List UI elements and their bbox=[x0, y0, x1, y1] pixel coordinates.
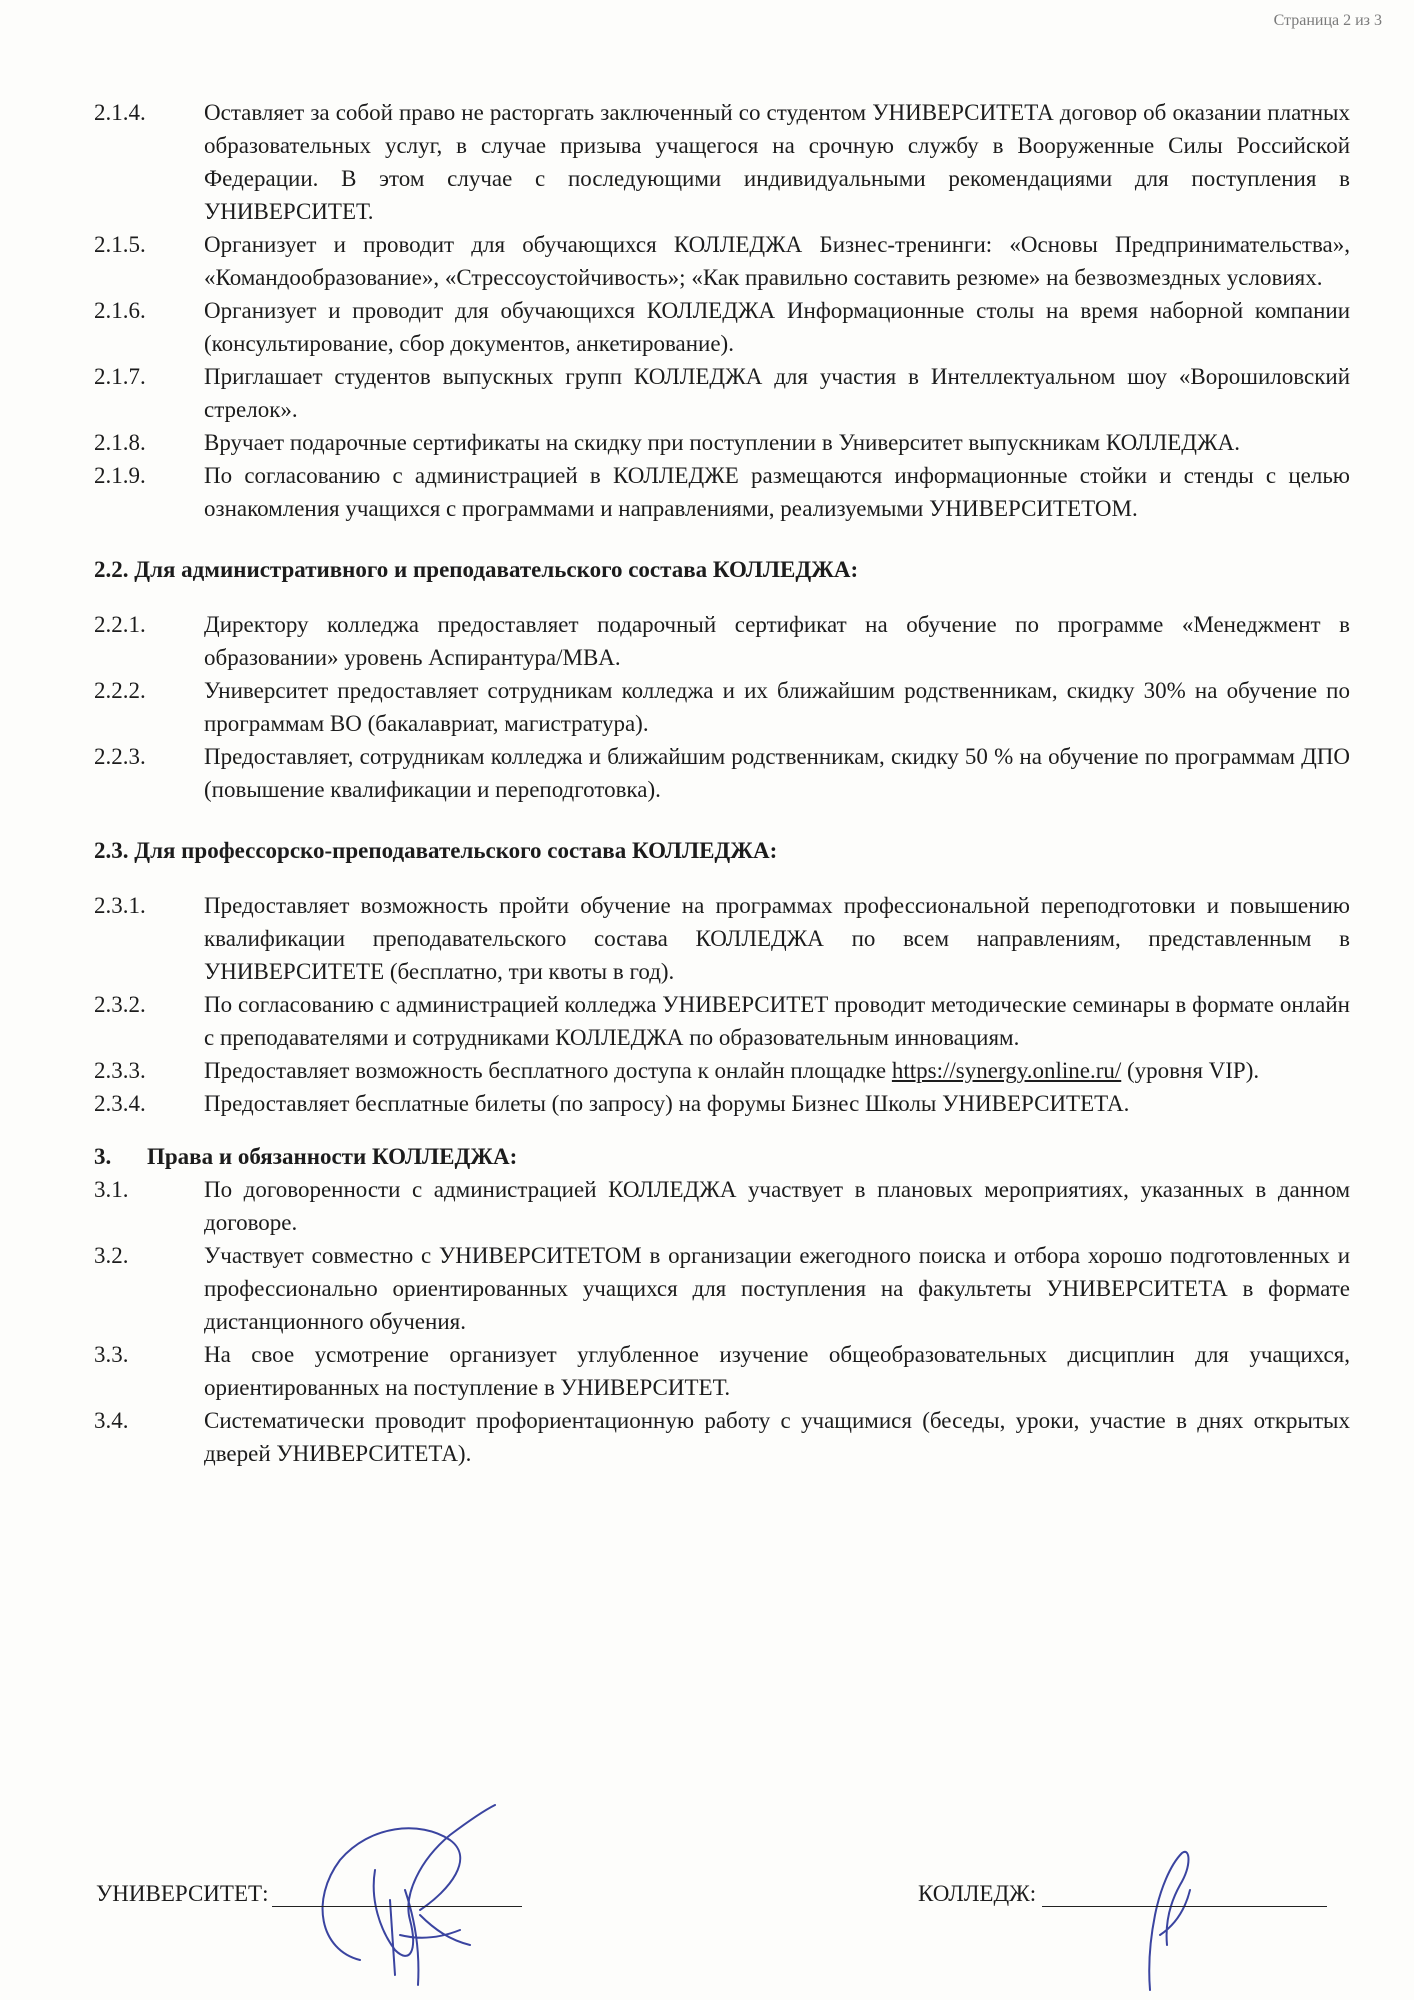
list-item bbox=[94, 1087, 1350, 1120]
item-number: 3.2. bbox=[94, 1243, 129, 1268]
list-item bbox=[94, 1338, 1350, 1404]
college-signature-block bbox=[918, 1880, 1327, 1907]
item-number: 2.1.8. bbox=[94, 430, 146, 455]
page-number: Страница 2 из 3 bbox=[1273, 12, 1382, 29]
synergy-online-link[interactable]: https://synergy.online.ru/ bbox=[891, 1058, 1122, 1083]
item-text: По согласованию с администрацией колледжа УНИВЕРСИТЕТ проводит методические семинары в формате онлайн с преподавателями и сотрудниками КОЛЛЕДЖА по образовательным инновациям. bbox=[204, 992, 1350, 1050]
item-text-part: Предоставляет возможность бесплатного доступа к онлайн площадке bbox=[204, 1058, 892, 1083]
item-text: Организует и проводит для обучающихся КОЛЛЕДЖА Информационные столы на время наборной компании (консультирование, сбор документов, анкетирование). bbox=[204, 298, 1350, 356]
item-text: Вручает подарочные сертификаты на скидку при поступлении в Университет выпускникам КОЛЛЕДЖА. bbox=[204, 430, 1240, 455]
item-number: 2.3.3. bbox=[94, 1058, 146, 1083]
section-number: 3. bbox=[94, 1144, 112, 1169]
university-label: УНИВЕРСИТЕТ: bbox=[96, 1881, 269, 1906]
list-item bbox=[94, 96, 1350, 228]
university-signature-block bbox=[96, 1880, 522, 1907]
item-text: Систематически проводит профориентационную работу с учащимися (беседы, уроки, участие в днях открытых дверей УНИВЕРСИТЕТА). bbox=[204, 1408, 1350, 1466]
item-number: 2.1.9. bbox=[94, 463, 146, 488]
list-item bbox=[94, 889, 1350, 988]
list-item bbox=[94, 1173, 1350, 1239]
item-text: Директору колледжа предоставляет подарочный сертификат на обучение по программе «Менеджмент в образовании» уровень Аспирантура/MBA. bbox=[204, 612, 1350, 670]
list-item bbox=[94, 988, 1350, 1054]
document-body bbox=[94, 96, 1350, 1470]
list-item bbox=[94, 1404, 1350, 1470]
list-item bbox=[94, 608, 1350, 674]
college-label: КОЛЛЕДЖ: bbox=[918, 1881, 1037, 1906]
item-text: Участвует совместно с УНИВЕРСИТЕТОМ в организации ежегодного поиска и отбора хорошо подготовленных и профессионально ориентированных учащихся для поступления на факультеты УНИВЕРСИТЕТА в формате дистанционного обучения. bbox=[204, 1243, 1350, 1334]
list-item bbox=[94, 294, 1350, 360]
list-item bbox=[94, 674, 1350, 740]
list-item bbox=[94, 459, 1350, 525]
section-heading-2-2: 2.2. Для административного и преподавательского состава КОЛЛЕДЖА: bbox=[94, 557, 859, 582]
item-number: 2.3.1. bbox=[94, 893, 146, 918]
item-text: Предоставляет бесплатные билеты (по запросу) на форумы Бизнес Школы УНИВЕРСИТЕТА. bbox=[204, 1091, 1130, 1116]
item-number: 2.1.4. bbox=[94, 100, 146, 125]
list-item bbox=[94, 1054, 1350, 1087]
section-2-3-list bbox=[94, 889, 1350, 1120]
section-2-2-list bbox=[94, 608, 1350, 806]
university-signature-line bbox=[272, 1880, 522, 1907]
item-text: Предоставляет возможность пройти обучение на программах профессиональной переподготовки и повышению квалификации преподавательского состава КОЛЛЕДЖА по всем направлениям, представленным в УНИВЕРСИТЕТЕ (бесплатно, три квоты в год). bbox=[204, 893, 1350, 984]
section-2-1-list bbox=[94, 96, 1350, 525]
item-text: Организует и проводит для обучающихся КОЛЛЕДЖА Бизнес-тренинги: «Основы Предпринимательства», «Командообразование», «Стрессоустойчивость»; «Как правильно составить резюме» на безвозмездных условиях. bbox=[204, 232, 1350, 290]
list-item bbox=[94, 1239, 1350, 1338]
item-text bbox=[204, 1054, 1350, 1087]
list-item bbox=[94, 426, 1350, 459]
item-number: 2.1.7. bbox=[94, 364, 146, 389]
item-number: 2.1.5. bbox=[94, 232, 146, 257]
list-item bbox=[94, 360, 1350, 426]
item-number: 3.4. bbox=[94, 1408, 129, 1433]
section-title: Права и обязанности КОЛЛЕДЖА: bbox=[147, 1144, 518, 1169]
item-number: 3.3. bbox=[94, 1342, 129, 1367]
section-3-list bbox=[94, 1173, 1350, 1470]
list-item bbox=[94, 228, 1350, 294]
item-text: Университет предоставляет сотрудникам колледжа и их ближайшим родственникам, скидку 30% на обучение по программам ВО (бакалавриат, магистратура). bbox=[204, 678, 1350, 736]
signature-area bbox=[96, 1880, 1354, 1940]
item-text: Предоставляет, сотрудникам колледжа и ближайшим родственникам, скидку 50 % на обучение по программам ДПО (повышение квалификации и переподготовка). bbox=[204, 744, 1350, 802]
item-number: 2.1.6. bbox=[94, 298, 146, 323]
item-text: Приглашает студентов выпускных групп КОЛЛЕДЖА для участия в Интеллектуальном шоу «Ворошиловский стрелок». bbox=[204, 364, 1350, 422]
item-number: 2.3.2. bbox=[94, 992, 146, 1017]
section-heading-3 bbox=[94, 1140, 1350, 1173]
item-text: На свое усмотрение организует углубленное изучение общеобразовательных дисциплин для учащихся, ориентированных на поступление в УНИВЕРСИТЕТ. bbox=[204, 1342, 1350, 1400]
section-heading-2-3: 2.3. Для профессорско-преподавательского состава КОЛЛЕДЖА: bbox=[94, 838, 778, 863]
list-item bbox=[94, 740, 1350, 806]
college-signature-line bbox=[1042, 1880, 1327, 1907]
item-text-part: (уровня VIP). bbox=[1121, 1058, 1260, 1083]
item-number: 2.2.3. bbox=[94, 744, 146, 769]
item-text: Оставляет за собой право не расторгать заключенный со студентом УНИВЕРСИТЕТА договор об оказании платных образовательных услуг, в случае призыва учащегося на срочную службу в Вооруженные Силы Российской Федерации. В этом случае с последующими индивидуальными рекомендациями для поступления в УНИВЕРСИТЕТ. bbox=[204, 100, 1350, 224]
item-number: 2.3.4. bbox=[94, 1091, 146, 1116]
item-text: По договоренности с администрацией КОЛЛЕДЖА участвует в плановых мероприятиях, указанных в данном договоре. bbox=[204, 1177, 1350, 1235]
item-number: 2.2.1. bbox=[94, 612, 146, 637]
item-number: 2.2.2. bbox=[94, 678, 146, 703]
item-text: По согласованию с администрацией в КОЛЛЕДЖЕ размещаются информационные стойки и стенды с целью ознакомления учащихся с программами и направлениями, реализуемыми УНИВЕРСИТЕТОМ. bbox=[204, 463, 1350, 521]
item-number: 3.1. bbox=[94, 1177, 129, 1202]
